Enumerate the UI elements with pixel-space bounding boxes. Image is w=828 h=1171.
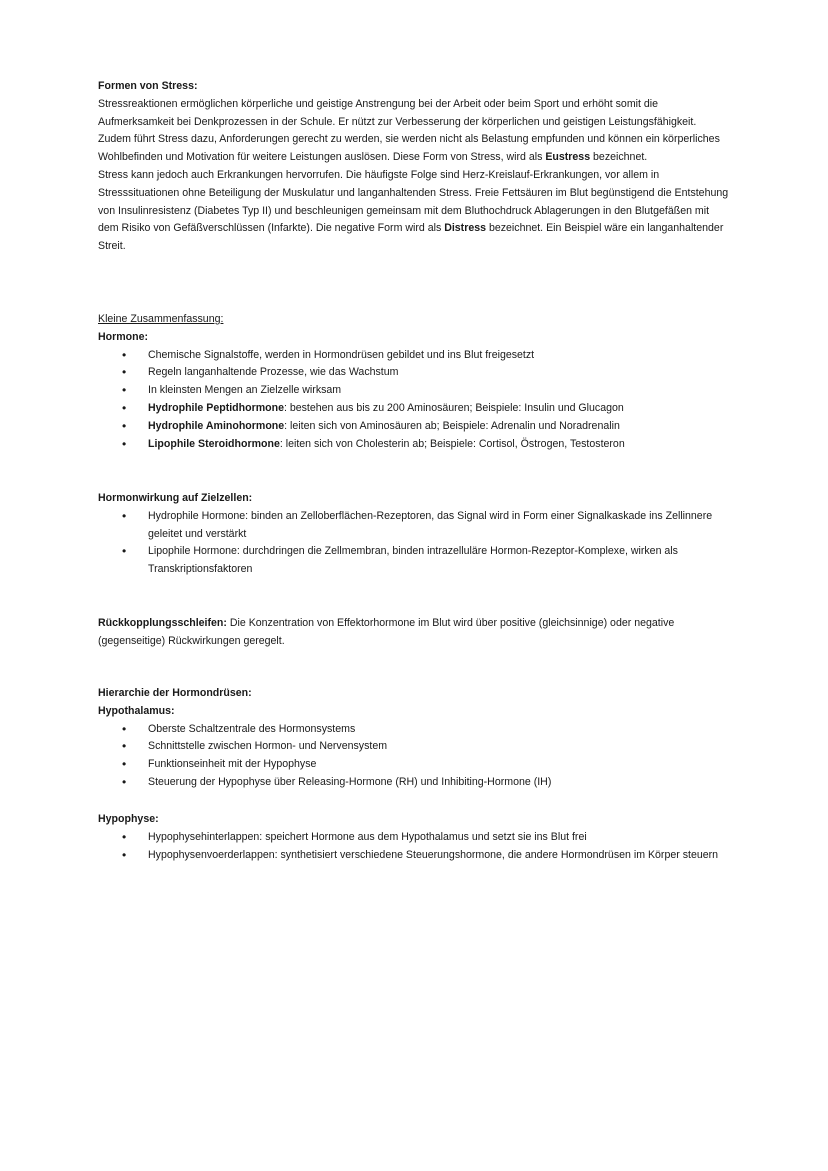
list-item: • Hydrophile Peptidhormone: bestehen aus bis zu 200 Aminosäuren; Beispiele: Insulin und Glucagon: [98, 400, 730, 418]
distress-paragraph: [98, 167, 730, 256]
list-item: • Oberste Schaltzentrale des Hormonsystems: [98, 721, 730, 739]
feedback-paragraph: [98, 615, 730, 651]
stress-heading: Formen von Stress:: [98, 80, 198, 92]
hypophyse-section: [98, 811, 730, 864]
list-item: • Steuerung der Hypophyse über Releasing-Hormone (RH) und Inhibiting-Hormone (IH): [98, 774, 730, 792]
hierarchy-section: [98, 685, 730, 792]
list-item: • Hydrophile Aminohormone: leiten sich von Aminosäuren ab; Beispiele: Adrenalin und Noradrenalin: [98, 418, 730, 436]
wirkung-heading: Hormonwirkung auf Zielzellen:: [98, 492, 253, 504]
summary-section: [98, 311, 730, 453]
list-item: • Regeln langanhaltende Prozesse, wie das Wachstum: [98, 364, 730, 382]
hormone-list: [98, 347, 730, 454]
feedback-text: Die Konzentration von Effektorhormone im Blut wird über positive (gleichsinnige) oder negative (gegenseitige) Rückwirkungen geregelt.: [98, 617, 675, 647]
hypophyse-list: [98, 829, 730, 865]
stress-section: [98, 78, 730, 256]
wirkung-list: [98, 508, 730, 579]
list-item: • Chemische Signalstoffe, werden in Hormondrüsen gebildet und ins Blut freigesetzt: [98, 347, 730, 365]
list-item: • Hydrophile Hormone: binden an Zelloberflächen-Rezeptoren, das Signal wird in Form einer Signalkaskade ins Zellinnere geleitet und verstärkt: [98, 508, 730, 544]
wirkung-section: [98, 490, 730, 579]
distress-term: Distress: [444, 222, 486, 235]
eustress-text: Stressreaktionen ermöglichen körperliche und geistige Anstrengung bei der Arbeit oder beim Sport und erhöht somit die Aufmerksamkeit bei Denkprozessen in der Schule. Er nützt zur Verbesserung der körperlichen und geistigen Leistungsfähigkeit. Zudem führt Stress dazu, Anforderungen gerecht zu werden, sie werden nicht als Belastung empfunden und können ein körperliches Wohlbefinden und Motivation für weitere Leistungen auslösen. Diese Form von Stress, wird als: [98, 97, 720, 164]
hormone-heading: Hormone:: [98, 330, 149, 343]
hierarchy-heading: Hierarchie der Hormondrüsen:: [98, 687, 252, 699]
hypophyse-heading: Hypophyse:: [98, 813, 159, 825]
eustress-end: bezeichnet.: [590, 151, 648, 164]
summary-heading: Kleine Zusammenfassung:: [98, 313, 224, 325]
list-item: • Funktionseinheit mit der Hypophyse: [98, 756, 730, 774]
list-item: • Hypophysenvoerderlappen: synthetisiert verschiedene Steuerungshormone, die andere Hormondrüsen im Körper steuern: [98, 847, 730, 865]
distress-text: Stress kann jedoch auch Erkrankungen hervorrufen. Die häufigste Folge sind Herz-Kreislauf-Erkrankungen, vor allem in Stresssituationen ohne Beteiligung der Muskulatur und langanhaltenden Stress. Freie Fettsäuren im Blut begünstigend die Entstehung von Insulinresistenz (Diabetes Typ II) und beschleunigen gemeinsam mit dem Bluthochdruck Ablagerungen in den Blutgefäßen mit dem Risiko von Gefäßverschlüssen (Infarkte). Die negative Form wird als: [98, 168, 729, 235]
hypothalamus-heading: Hypothalamus:: [98, 704, 175, 717]
distress-end: bezeichnet. Ein Beispiel wäre ein langanhaltender Streit.: [98, 222, 724, 253]
list-item: • Lipophile Hormone: durchdringen die Zellmembran, binden intrazelluläre Hormon-Rezeptor-Komplexe, wirken als Transkriptionsfaktoren: [98, 543, 730, 579]
list-item: • In kleinsten Mengen an Zielzelle wirksam: [98, 382, 730, 400]
feedback-section: [98, 615, 730, 651]
feedback-term: Rückkopplungsschleifen:: [98, 617, 227, 629]
list-item: • Hypophysehinterlappen: speichert Hormone aus dem Hypothalamus und setzt sie ins Blut frei: [98, 829, 730, 847]
eustress-term: Eustress: [545, 151, 591, 164]
list-item: • Lipophile Steroidhormone: leiten sich von Cholesterin ab; Beispiele: Cortisol, Östrogen, Testosteron: [98, 436, 730, 454]
eustress-paragraph: [98, 96, 730, 167]
hypothalamus-list: [98, 721, 730, 792]
list-item: • Schnittstelle zwischen Hormon- und Nervensystem: [98, 738, 730, 756]
